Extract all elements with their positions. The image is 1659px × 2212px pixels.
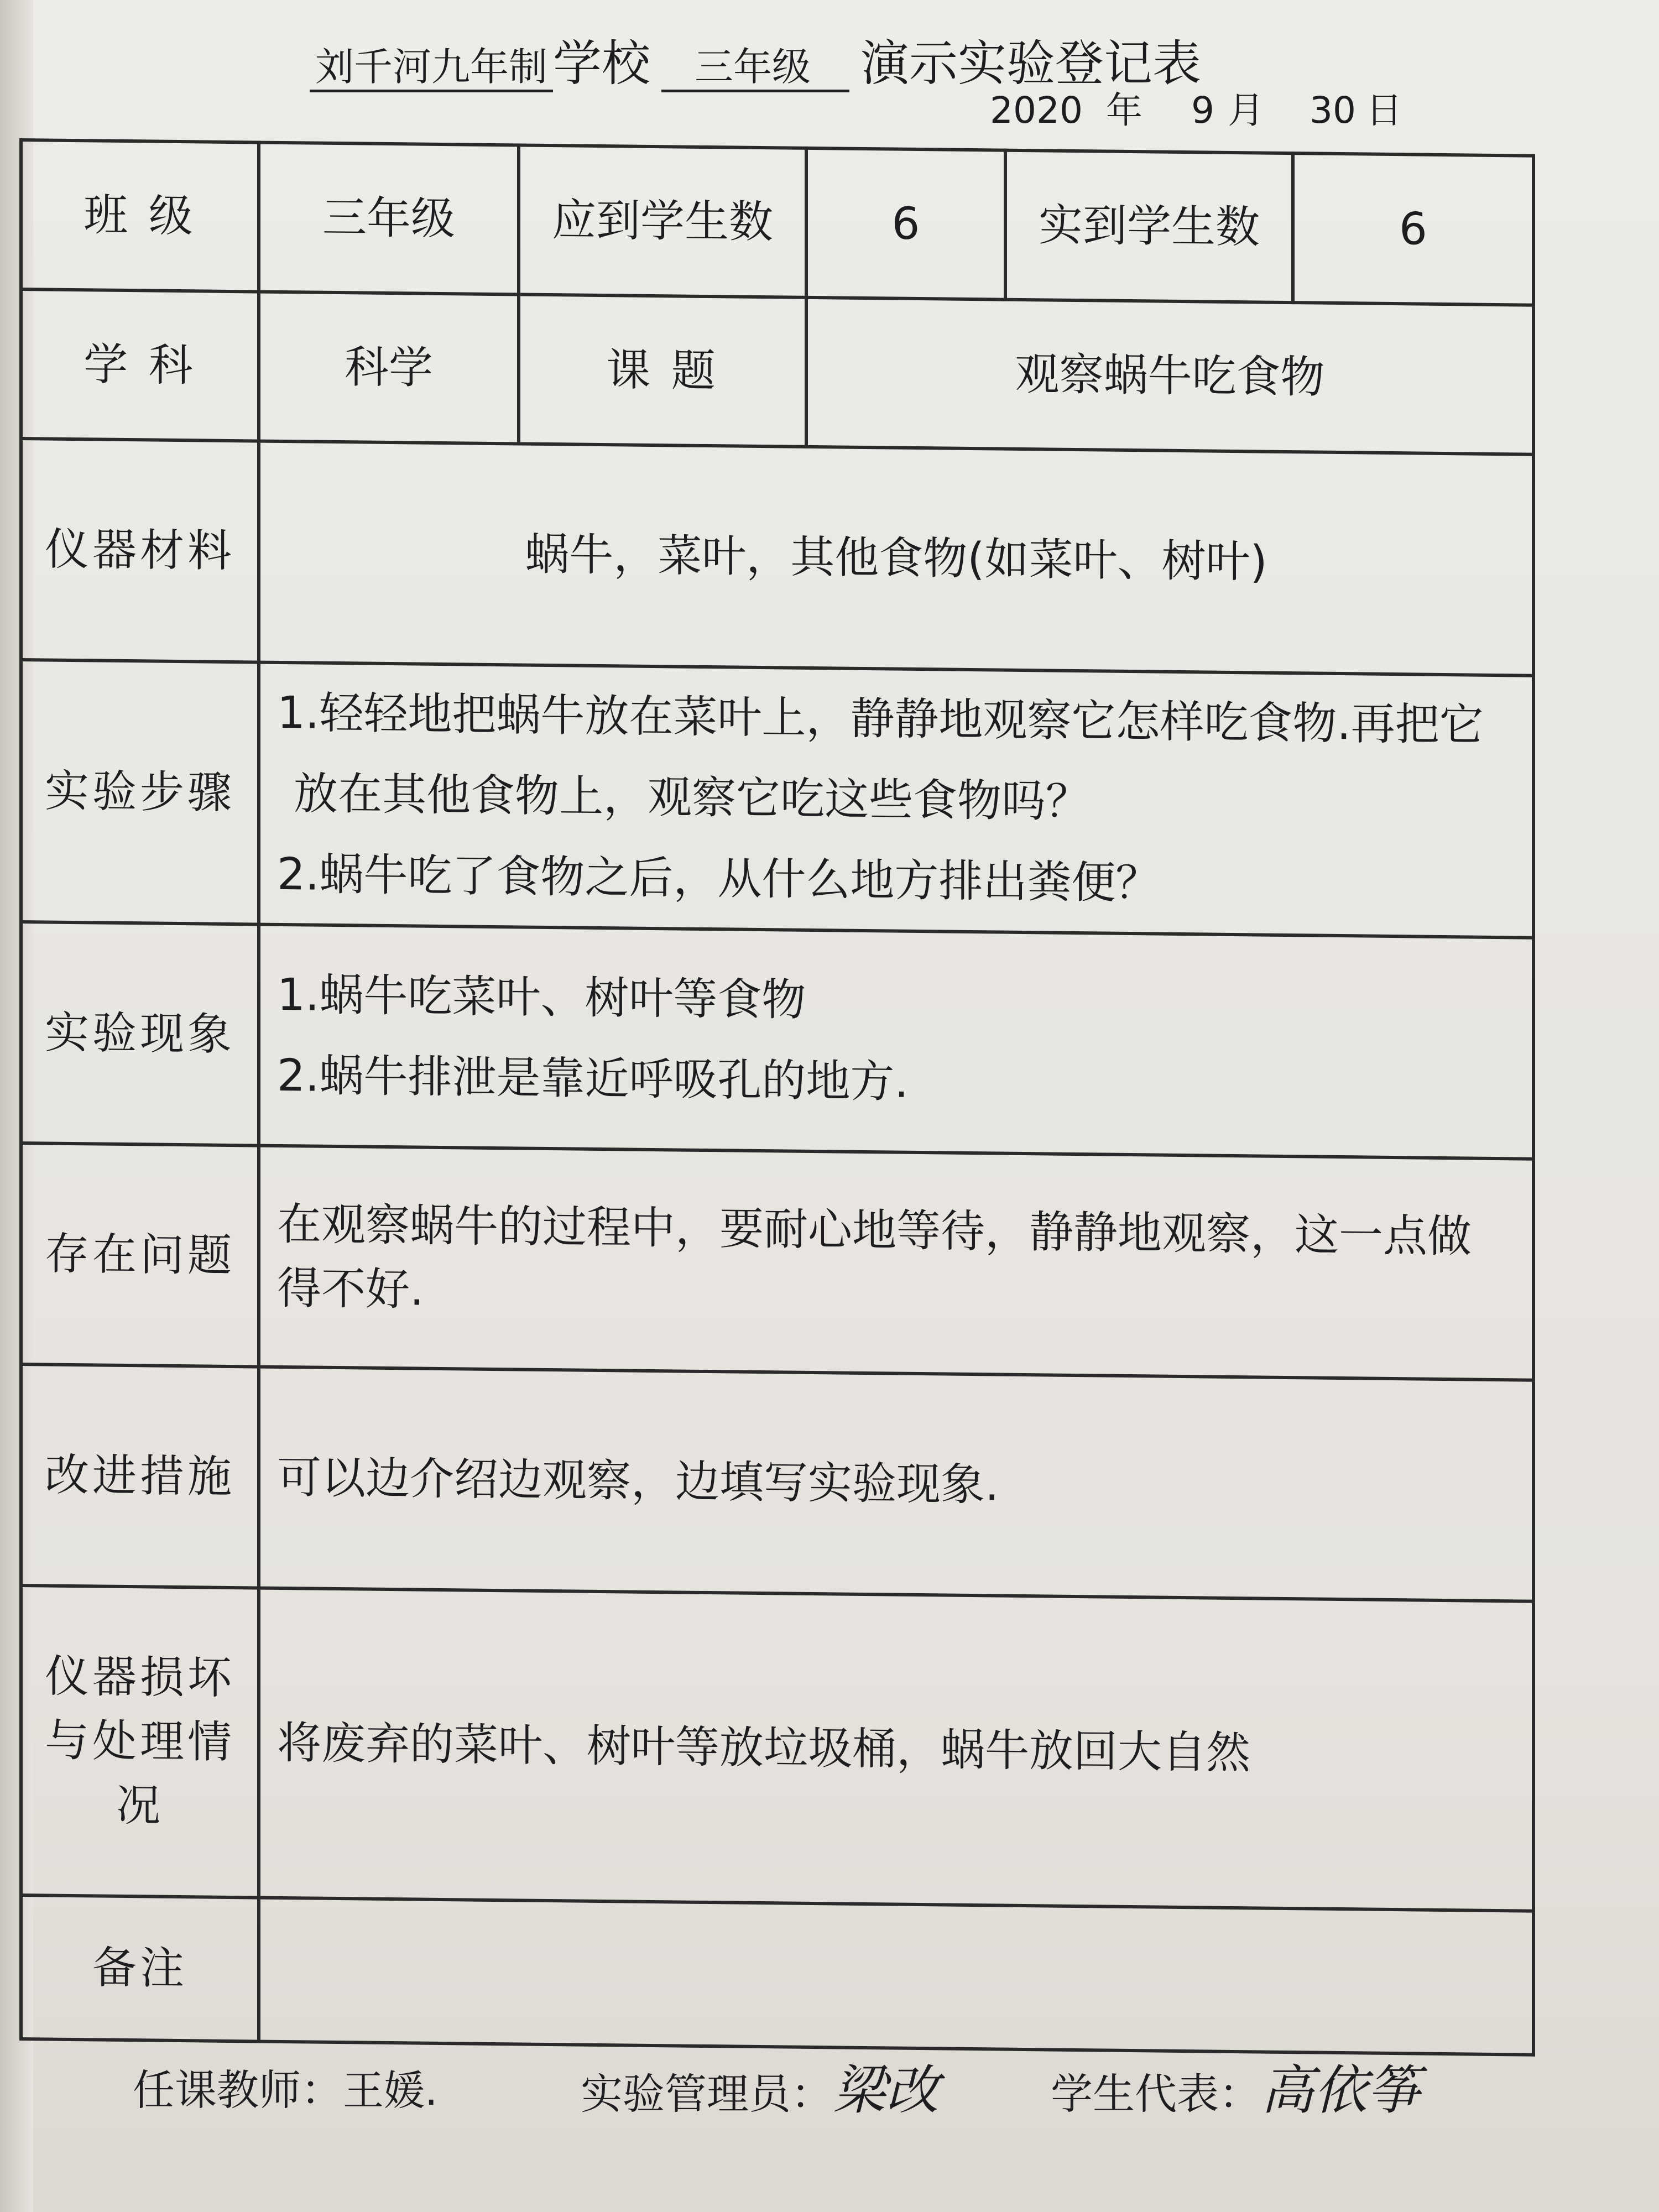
table-row — [21, 140, 1533, 305]
teacher-label: 任课教师： — [133, 2065, 343, 2115]
expected-students-label: 应到学生数 — [519, 145, 806, 297]
class-label: 班 级 — [21, 140, 259, 292]
phenomenon-line: 1.蜗牛吃菜叶、树叶等食物 — [277, 968, 806, 1026]
registration-table — [19, 138, 1535, 2057]
table-row — [21, 1364, 1533, 1601]
form-date — [990, 83, 1410, 138]
actual-students-label: 实到学生数 — [1005, 150, 1293, 302]
date-month-unit: 月 — [1228, 89, 1264, 132]
table-row — [21, 660, 1533, 938]
form-title-text: 演示实验登记表 — [860, 35, 1202, 92]
damage-value: 将废弃的菜叶、树叶等放垃圾桶，蜗牛放回大自然 — [259, 1588, 1533, 1911]
admin-label: 实验管理员： — [581, 2069, 833, 2119]
topic-label: 课 题 — [519, 294, 806, 446]
table-row — [21, 1895, 1533, 2055]
school-name: 刘千河九年制 — [310, 44, 553, 92]
table-row — [21, 439, 1533, 676]
step-line: 1.轻轻地把蜗牛放在菜叶上，静静地观察它怎样吃食物.再把它 — [277, 686, 1484, 751]
subject-value: 科学 — [259, 292, 519, 444]
problems-value: 在观察蜗牛的过程中，要耐心地等待，静静地观察，这一点做得不好. — [259, 1146, 1533, 1380]
step-line: 2.蜗牛吃了食物之后，从什么地方排出粪便？ — [277, 848, 1160, 909]
topic-value: 观察蜗牛吃食物 — [806, 298, 1533, 455]
admin-signature — [581, 2041, 939, 2144]
step-line: 放在其他食物上，观察它吃这些食物吗？ — [294, 768, 1090, 828]
subject-label: 学 科 — [21, 289, 259, 441]
materials-label: 仪器材料 — [21, 439, 259, 662]
date-month: 9 — [1191, 89, 1214, 132]
phenomena-cell — [259, 925, 1533, 1159]
materials-value: 蜗牛，菜叶，其他食物(如菜叶、树叶) — [259, 441, 1533, 676]
damage-label: 仪器损坏与处理情况 — [21, 1585, 259, 1898]
table-row — [21, 1143, 1533, 1380]
remarks-label: 备注 — [21, 1895, 259, 2042]
teacher-name: 王媛. — [343, 2067, 438, 2115]
table-row — [21, 922, 1533, 1159]
remarks-value — [259, 1898, 1533, 2055]
student-signature — [1051, 2041, 1420, 2144]
date-day-unit: 日 — [1366, 89, 1402, 132]
admin-signature-name: 梁改 — [833, 2059, 939, 2121]
problems-label: 存在问题 — [21, 1143, 259, 1367]
table-row — [21, 289, 1533, 455]
phenomenon-line: 2.蜗牛排泄是靠近呼吸孔的地方. — [277, 1049, 909, 1108]
improvement-label: 改进措施 — [21, 1364, 259, 1588]
signature-footer — [133, 2041, 1571, 2140]
steps-cell — [259, 662, 1533, 938]
date-year-unit: 年 — [1106, 89, 1142, 132]
student-name: 高依筝 — [1261, 2059, 1420, 2121]
teacher-signature — [133, 2041, 438, 2141]
school-suffix: 学校 — [553, 35, 651, 92]
expected-students-value: 6 — [806, 148, 1005, 300]
steps-label: 实验步骤 — [21, 660, 259, 925]
date-year: 2020 — [990, 89, 1083, 132]
date-day: 30 — [1310, 89, 1356, 132]
student-label: 学生代表： — [1051, 2069, 1261, 2119]
class-value: 三年级 — [259, 143, 519, 295]
actual-students-value: 6 — [1293, 153, 1533, 305]
table-row — [21, 1585, 1533, 1911]
improvement-value: 可以边介绍边观察，边填写实验现象. — [259, 1367, 1533, 1601]
title-grade: 三年级 — [661, 44, 849, 92]
phenomena-label: 实验现象 — [21, 922, 259, 1146]
